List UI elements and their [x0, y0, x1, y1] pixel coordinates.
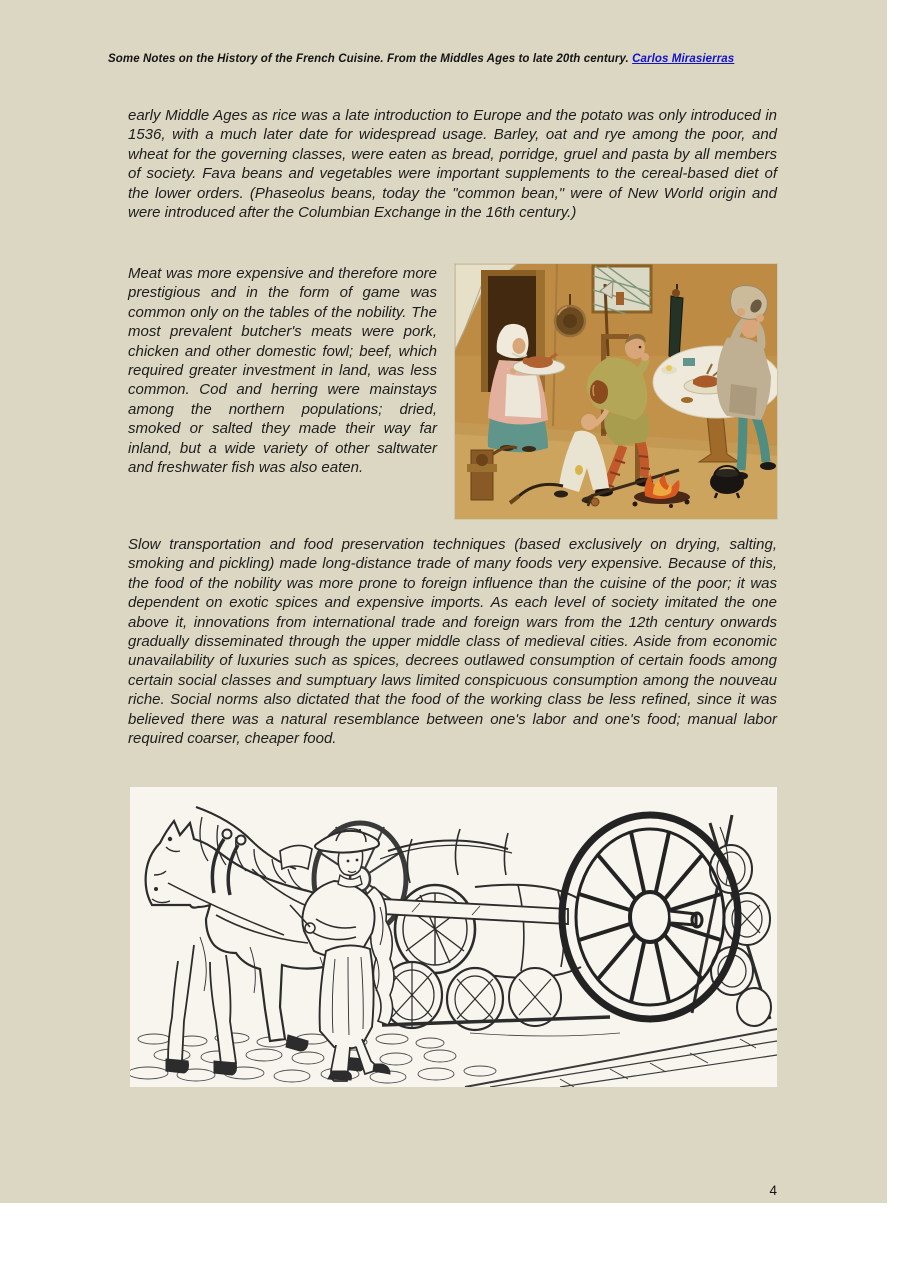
- page-header: [108, 53, 808, 65]
- barrel-cart-engraving: [130, 787, 777, 1087]
- author-link[interactable]: Carlos Mirasierras: [632, 53, 735, 65]
- page-number: 4: [769, 1183, 777, 1198]
- medieval-feast-painting: [455, 264, 777, 519]
- paragraph-meat: Meat was more expensive and therefore more prestigious and in the form of game was common only on the tables of the nobility. The most prevalent butcher's meats were pork, chicken and other domestic fowl; beef, which required greater investment in land, was less common. Cod and herring were mainstays among the northern populations; dried, smoked or salted they made their way far inland, but a wide variety of other saltwater and freshwater fish was also eaten.: [128, 265, 437, 477]
- paragraph-trade: Slow transportation and food preservation techniques (based exclusively on drying, salting, smoking and pickling) made long-distance trade of many foods very expensive. Because of this, the food of the nobility was more prone to foreign influence than the cuisine of the poor; it was dependent on exotic spices and expensive imports. As each level of society imitated the one above it, innovations from international trade and foreign wars from the 12th century onwards gradually disseminated through the upper middle class of medieval cities. Aside from economic unavailability of luxuries such as spices, decrees outlawed consumption of certain foods among certain social classes and sumptuary laws limited conspicuous consumption among the nouveau riche. Social norms also dictated that the food of the working class be less refined, since it was believed there was a natural resemblance between one's labor and one's food; manual labor required coarser, cheaper food.: [128, 536, 777, 748]
- paragraph-staples: early Middle Ages as rice was a late introduction to Europe and the potato was only introduced in 1536, with a much later date for widespread usage. Barley, oat and rye among the poor, and wheat for the governing classes, were eaten as bread, porridge, gruel and pasta by all members of society. Fava beans and vegetables were important supplements to the cereal-based diet of the lower orders. (Phaseolus beans, today the "common bean," were of New World origin and were introduced after the Columbian Exchange in the 16th century.): [128, 107, 777, 222]
- header-title: Some Notes on the History of the French Cuisine. From the Middles Ages to late 20th century.: [108, 53, 633, 65]
- meat-section: [128, 264, 777, 519]
